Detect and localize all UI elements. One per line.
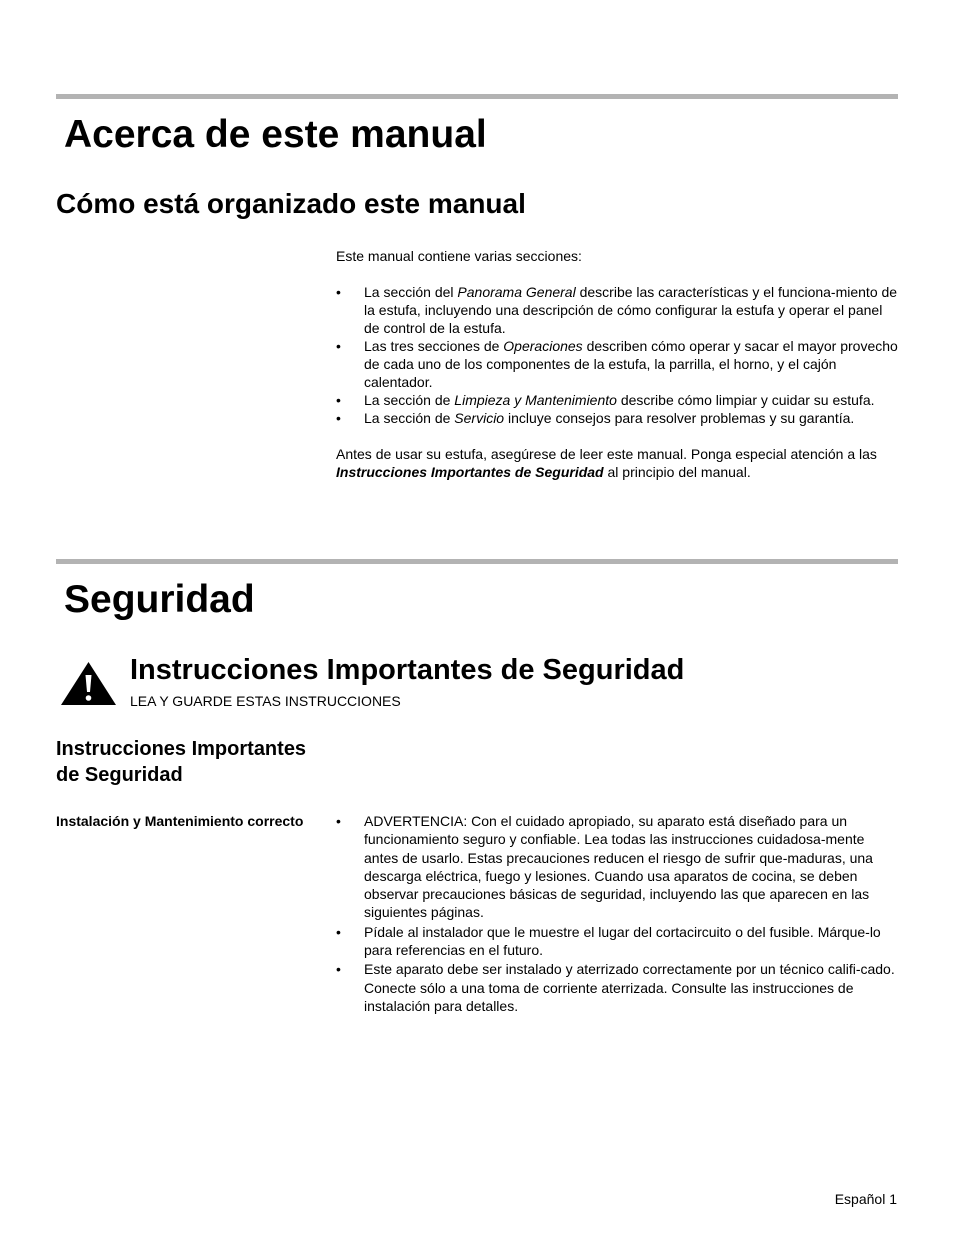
bullet-glyph: • [336,338,341,354]
list-item [336,960,898,1015]
page-number: Español 1 [834,1191,897,1207]
list-item-text: ADVERTENCIA: Con el cuidado apropiado, su aparato está diseñado para un funcionamiento seguro y confiable. Lea todas las instrucciones cuidadosa-mente antes de usarlo. Estas precauciones reducen el riesgo de sufrir que-maduras, una descarga eléctrica, fuego y lesiones. Cuando usa aparatos de cocina, se deben observar precauciones básicas de seguridad, incluyendo las que aparecen en las siguientes páginas. [364,813,873,921]
list-item-text: describe cómo limpiar y cuidar su estufa. [616,392,875,408]
bullet-glyph: • [336,410,341,426]
page-title-safety: Seguridad [64,578,255,621]
bullet-glyph: • [336,284,341,300]
side-heading-safety [56,736,356,788]
list-item [336,283,898,337]
bullet-glyph: • [336,813,341,829]
list-item [336,923,898,960]
safety-body [336,812,898,1016]
bullet-glyph: • [336,392,341,408]
heading-manual-organization: Cómo está organizado este manual [56,188,526,219]
list-item-text: Pídale al instalador que le muestre el lugar del cortacircuito o del fusible. Márque-lo para referencias en el futuro. [364,923,881,959]
heading-important-safety: Instrucciones Importantes de Seguridad [130,654,685,686]
side-heading-line: Instrucciones Importantes [56,738,307,760]
sections-list [336,283,898,427]
bullet-glyph: • [336,961,341,978]
closing-emphasis: Instrucciones Importantes de Seguridad [336,464,604,480]
safety-list [336,812,898,1015]
list-item-text: Las tres secciones de [364,338,504,354]
manual-organization-body [336,247,898,481]
closing-paragraph [336,445,898,481]
list-item-emphasis: Limpieza y Mantenimiento [454,392,617,408]
list-item-text: La sección del [364,284,458,300]
list-item-emphasis: Operaciones [503,338,583,354]
list-item [336,812,898,922]
intro-paragraph: Este manual contiene varias secciones: [336,248,582,264]
section-rule-safety [56,559,898,564]
list-item-text: describen cómo operar y sacar el mayor provecho de cada uno de los componentes de la estufa, la parrilla, el horno, y el cajón calentador. [364,338,898,390]
page-title-about-manual: Acerca de este manual [64,113,487,156]
list-item-emphasis: Servicio [454,410,505,426]
closing-text: al principio del manual. [603,464,751,480]
list-item-emphasis: Panorama General [457,284,576,300]
list-item [336,391,898,409]
section-rule-top [56,94,898,99]
closing-text: Antes de usar su estufa, asegúrese de leer este manual. Ponga especial atención a las [336,446,877,462]
side-label-installation: Instalación y Mantenimiento correcto [56,813,304,829]
side-heading-line: de Seguridad [56,764,183,786]
list-item-text: Este aparato debe ser instalado y aterrizado correctamente por un técnico califi-cado. Conecte sólo a una toma de corriente aterrizada. Consulte las instrucciones de instalación para detalles. [364,961,895,1014]
list-item-text: incluye consejos para resolver problemas y su garantía. [504,410,855,426]
list-item [336,337,898,391]
list-item-text: La sección de [364,410,455,426]
list-item [336,409,898,427]
list-item-text: describe las características y el funciona-miento de la estufa, incluyendo una descripción de cómo configurar la estufa y operar el panel de control de la estufa. [364,284,898,336]
list-item-text: La sección de [364,392,455,408]
read-save-instructions: LEA Y GUARDE ESTAS INSTRUCCIONES [130,693,401,709]
warning-triangle-icon [60,661,117,706]
bullet-glyph: • [336,923,341,940]
